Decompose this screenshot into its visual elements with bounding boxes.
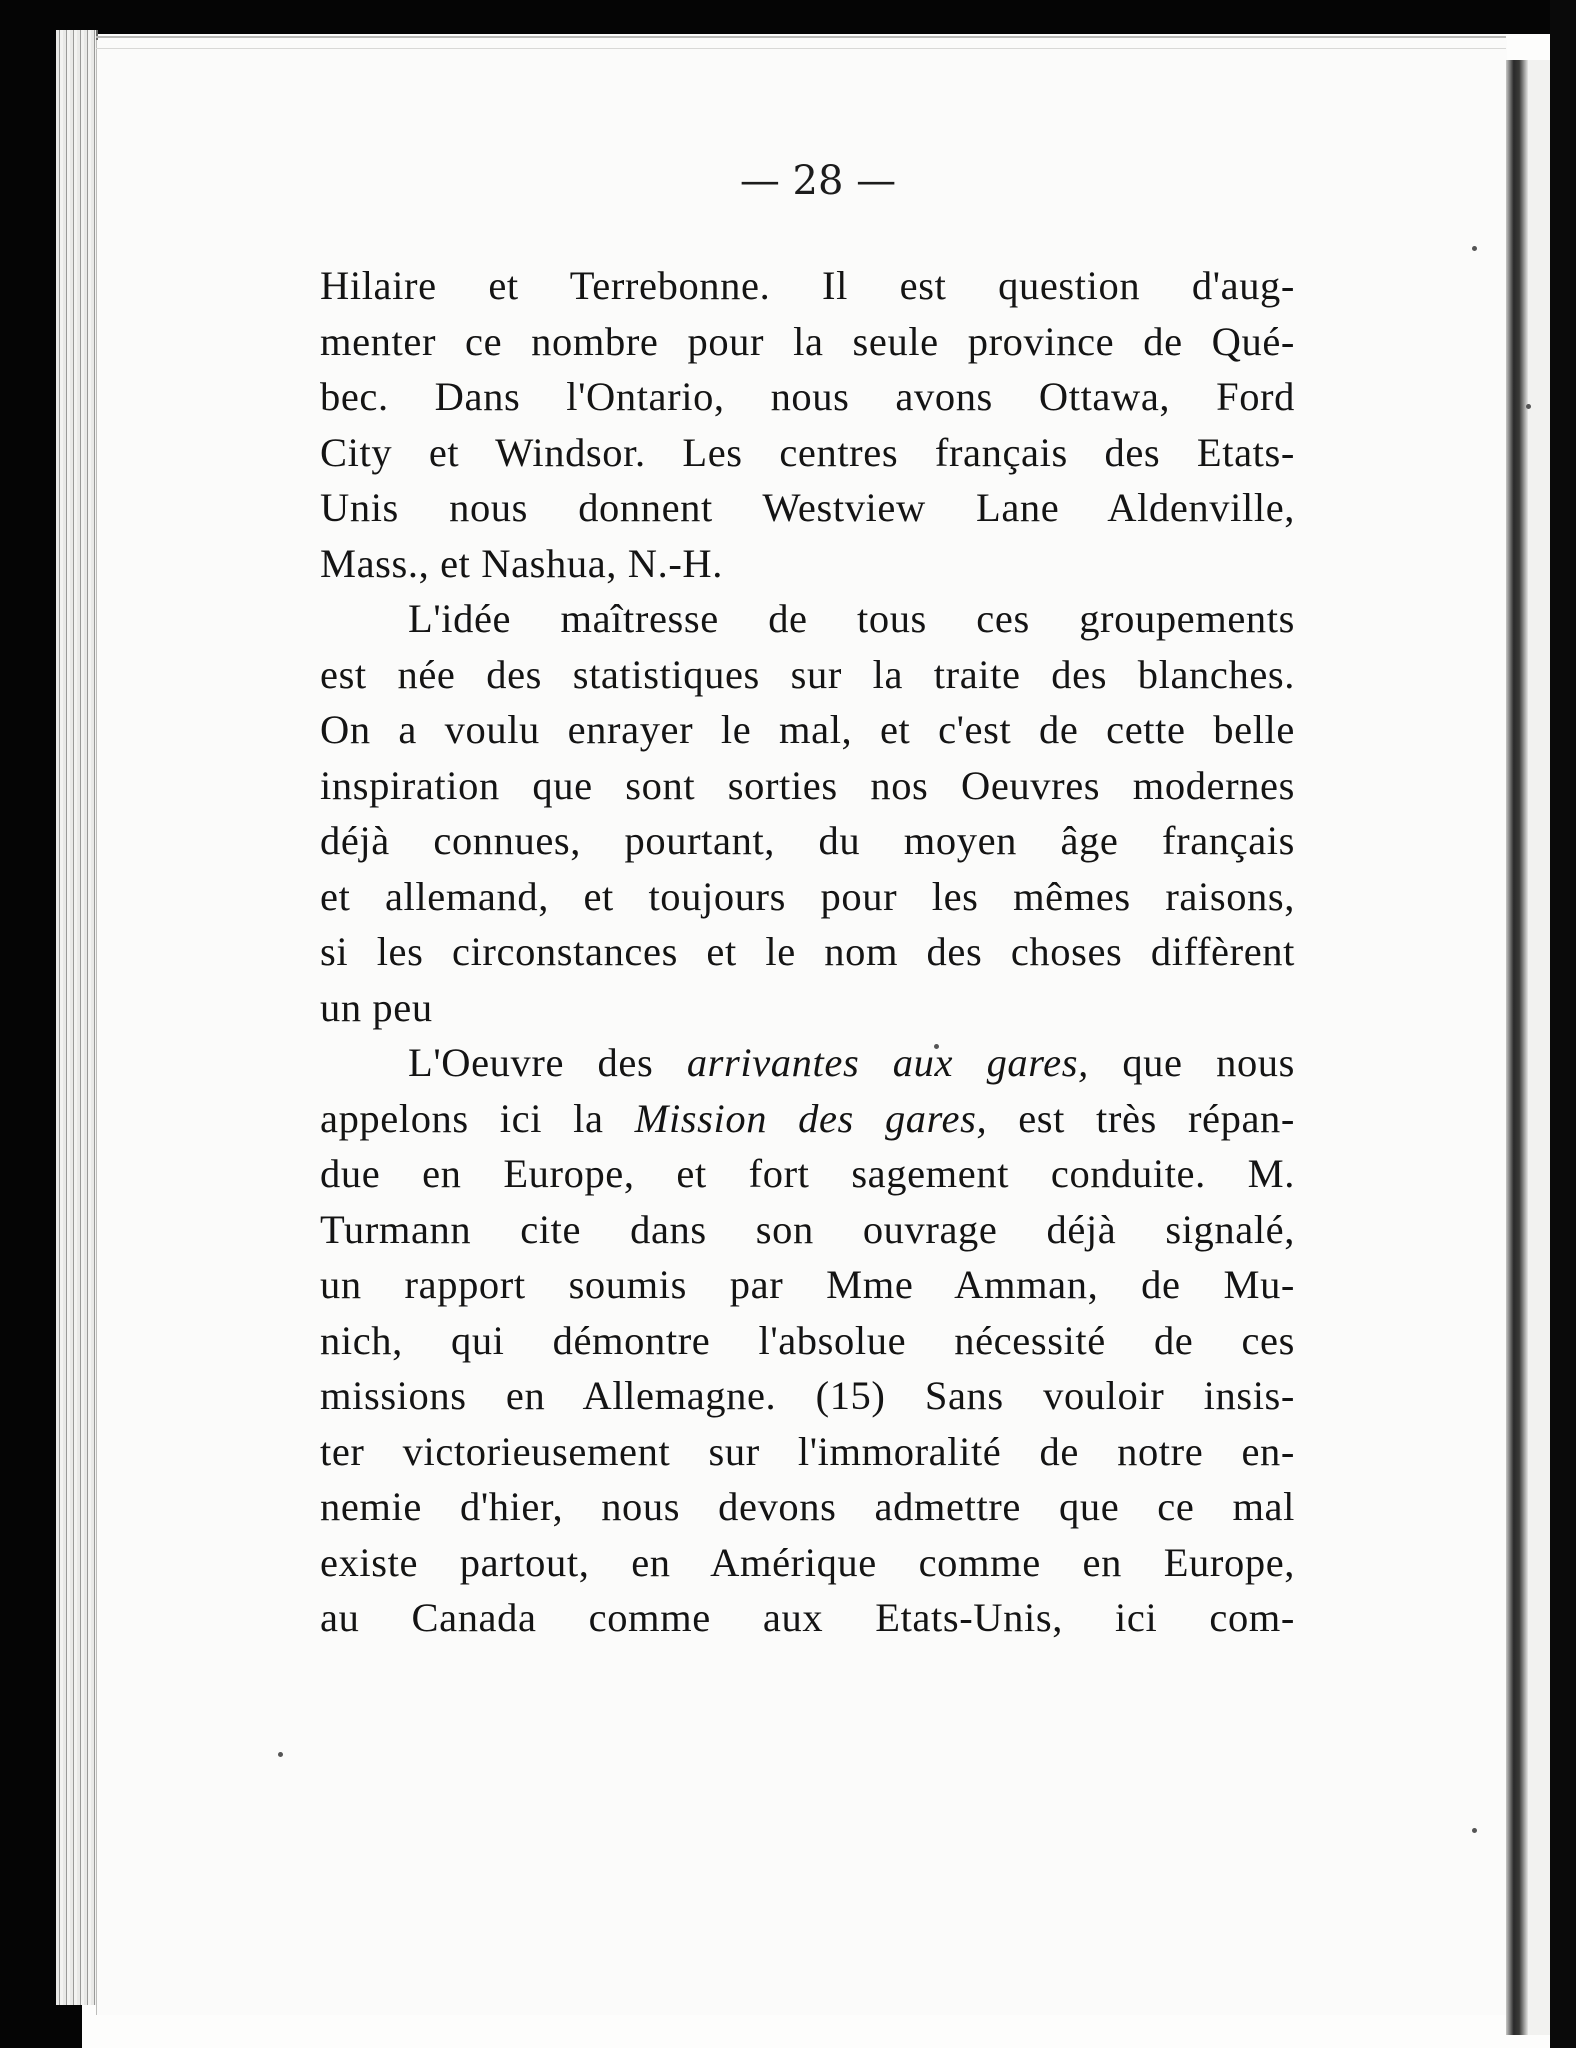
facing-page-edge	[1528, 60, 1550, 2035]
text-line: et allemand, et toujours pour les mêmes raisons,	[320, 873, 1295, 919]
text-line	[320, 1091, 1295, 1147]
text-line: City et Windsor. Les centres français des Etats-	[320, 429, 1295, 475]
scan-speck	[278, 1752, 283, 1757]
text-run: est très répan-	[987, 1095, 1295, 1141]
italic-text-run: arrivantes aux gares,	[686, 1040, 1089, 1085]
page-top-edge	[96, 36, 1506, 49]
text-line: déjà connues, pourtant, du moyen âge français	[320, 818, 1295, 863]
text-line: L'idée maîtresse de tous ces groupements	[408, 596, 1295, 641]
text-line: nemie d'hier, nous devons admettre que ce mal	[320, 1484, 1295, 1529]
text-line: est née des statistiques sur la traite des blanches.	[320, 651, 1295, 697]
text-line: Hilaire et Terrebonne. Il est question d'aug-	[320, 263, 1295, 308]
text-line: Unis nous donnent Westview Lane Aldenville,	[320, 485, 1295, 530]
text-run: appelons ici la	[320, 1095, 635, 1141]
text-line: missions en Allemagne. (15) Sans vouloir insis-	[320, 1373, 1295, 1418]
text-line: Turmann cite dans son ouvrage déjà signalé,	[320, 1206, 1295, 1252]
text-line: On a voulu enrayer le mal, et c'est de cette belle	[320, 707, 1295, 752]
scan-speck	[1472, 1828, 1477, 1833]
text-line: ter victorieusement sur l'immoralité de notre en-	[320, 1428, 1295, 1474]
italic-text-run: Mission des gares,	[634, 1095, 988, 1141]
text-line	[320, 1035, 1295, 1091]
scan-speck	[1472, 246, 1477, 251]
text-line: Mass., et Nashua, N.-H.	[320, 540, 723, 586]
text-line: bec. Dans l'Ontario, nous avons Ottawa, Ford	[320, 374, 1295, 419]
page-edges	[56, 30, 98, 2005]
text-line: nich, qui démontre l'absolue nécessité de ces	[320, 1317, 1295, 1363]
page-number: — 28 —	[739, 158, 897, 204]
text-line: si les circonstances et le nom des choses diffèrent	[320, 929, 1295, 974]
page-body	[320, 258, 1295, 1646]
text-line: un peu	[320, 984, 433, 1030]
scan-speck	[1526, 404, 1531, 409]
book-gutter	[1506, 60, 1528, 2035]
scan-border-top	[0, 0, 1576, 34]
text-line: due en Europe, et fort sagement conduite. M.	[320, 1151, 1295, 1196]
text-line: inspiration que sont sorties nos Oeuvres modernes	[320, 762, 1295, 808]
text-run: L'Oeuvre des	[408, 1040, 687, 1085]
text-line: un rapport soumis par Mme Amman, de Mu-	[320, 1262, 1295, 1307]
text-line: menter ce nombre pour la seule province de Qué-	[320, 318, 1295, 364]
text-run: que nous	[1088, 1040, 1296, 1085]
text-line: existe partout, en Amérique comme en Europe,	[320, 1539, 1295, 1585]
scan-border-right	[1550, 0, 1576, 2048]
text-line: au Canada comme aux Etats-Unis, ici com-	[320, 1595, 1295, 1640]
